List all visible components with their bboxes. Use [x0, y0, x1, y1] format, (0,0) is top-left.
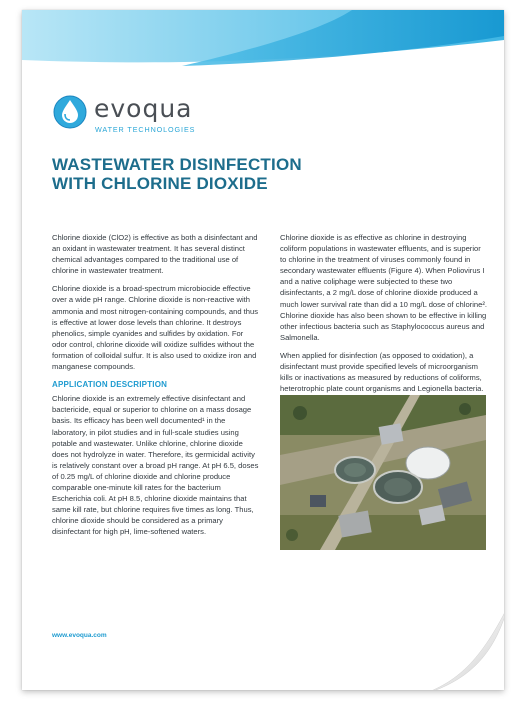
header-wave-band: [22, 10, 504, 72]
water-drop-logo-icon: [52, 92, 88, 132]
footer-url: www.evoqua.com: [52, 632, 107, 639]
title-line-2: WITH CHLORINE DIOXIDE: [52, 174, 268, 193]
evoqua-logo: [52, 90, 212, 138]
left-column: [52, 232, 260, 544]
body-paragraph: Chlorine dioxide is as effective as chlorine in destroying coliform populations in wastewater effluents, and is superior to chlorine in the treatment of viruses commonly found in secondary wastewater effluents (Figure 4). When Poliovirus I and a native coliphage were subjected to these two disinfectants, a 2 mg/L dose of chlorine dioxide produced a much lower survival rate than did a 10 mg/L dose of chlorine². Chlorine dioxide has also been shown to be effective in killing other infectious bacteria such as Staphylococcus aureus and Salmonella.: [280, 233, 487, 342]
section-paragraph: Chlorine dioxide is an extremely effective disinfectant and bactericide, equal or superior to chlorine on a mass dosage basis. Its efficacy has been well documented¹ in the laboratory, in pilot studies and in full-scale studies using potable and wastewater. Unlike chlorine, chlorine dioxide does not hydrolyze in water. Therefore, its germicidal activity is relatively constant over a broad pH range. At pH 6.5, doses of 0.25 mg/L of chlorine dioxide and chlorine produce comparable one-minute kill rates for the bacterium Escherichia coli. At pH 8.5, chlorine dioxide maintains that same kill rate, but chlorine requires five times as long. Thus, chlorine dioxide should be considered as a primary disinfectant for high pH, lime-softened waters.: [52, 394, 259, 537]
logo-tagline: WATER TECHNOLOGIES: [95, 125, 196, 134]
right-column: [280, 232, 488, 401]
logo-wordmark: evoqua: [94, 94, 193, 123]
treatment-plant-aerial-photo: [280, 395, 486, 550]
document-page: [22, 10, 504, 690]
title-line-1: WASTEWATER DISINFECTION: [52, 155, 302, 174]
page-title: [52, 155, 472, 193]
page-curl: [398, 586, 504, 690]
body-paragraph: When applied for disinfection (as opposed to oxidation), a disinfectant must provide specified levels of microorganism kills or inactivations as measured by reductions of coliforms, heterotrophic plate count organisms and Legionella bacteria.: [280, 350, 484, 394]
intro-paragraph: Chlorine dioxide (ClO2) is effective as both a disinfectant and an oxidant in wastewater treatment. It has several distinct chemical advantages compared to the traditional use of chlorine in wastewater treatment.: [52, 233, 258, 276]
section-heading: APPLICATION DESCRIPTION: [52, 380, 168, 390]
body-paragraph: Chlorine dioxide is a broad-spectrum microbiocide effective over a wide pH range. Chlorine dioxide is non-reactive with ammonia and most nitrogen-containing compounds, and thus is effective at lower dose levels than chlorine. It destroys phenolics, simple cyanides and sulfides by oxidation. For odor control, chlorine dioxide will oxidize sulfides without the formation of colloidal sulfur. It is also used to oxidize iron and manganese compounds.: [52, 284, 258, 372]
